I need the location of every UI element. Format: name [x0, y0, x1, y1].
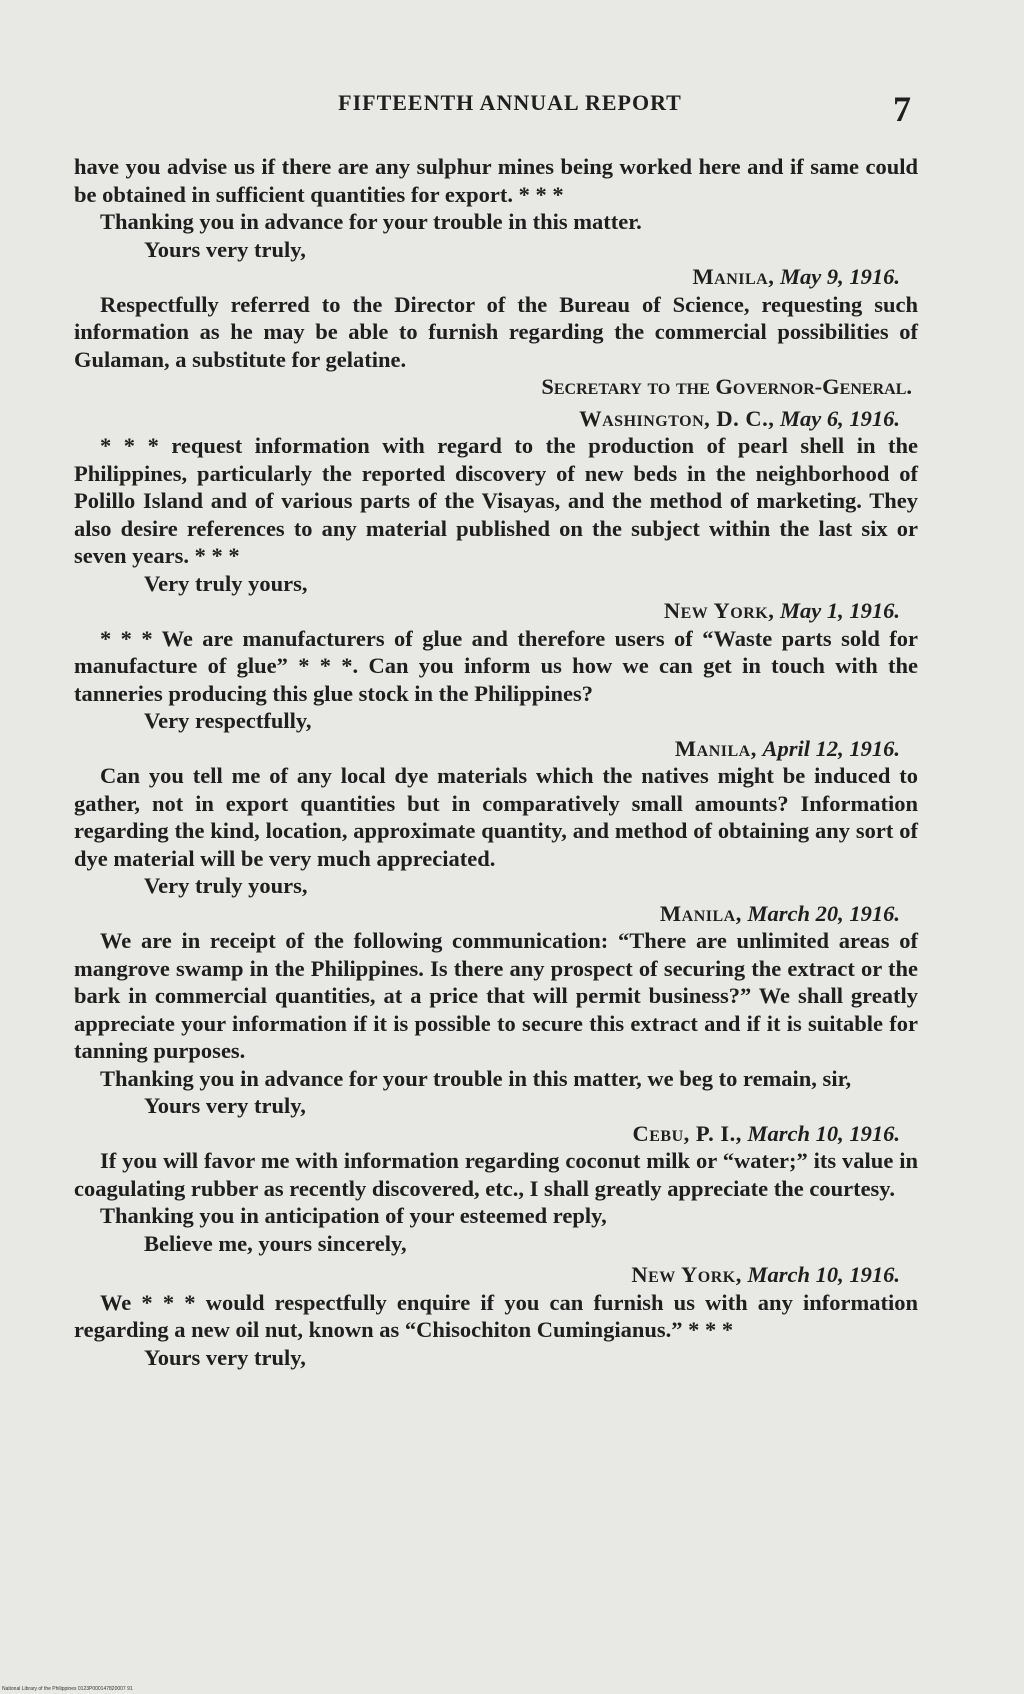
letter-dateline: [74, 1120, 918, 1148]
letter-dateline: [74, 263, 918, 291]
closing: Very truly yours,: [144, 570, 308, 596]
closing: Yours very truly,: [144, 1093, 306, 1118]
dateline-date: May 1, 1916.: [780, 598, 900, 623]
dateline-date: April 12, 1916.: [762, 735, 900, 761]
closing: Very truly yours,: [144, 873, 308, 898]
dateline-place: Manila,: [659, 900, 742, 926]
letter-dateline: [74, 405, 918, 433]
closing: Believe me, yours sincerely,: [144, 1230, 407, 1256]
dateline-date: March 20, 1916.: [747, 900, 900, 926]
dateline-date: May 6, 1916.: [780, 405, 900, 431]
paragraph: * * * request information with regard to the production of pearl shell in the Philippines, particularly the reported discovery of new beds in the neighborhood of Polillo Island and of various parts of the Visayas, and the method of marketing. They also desire references to any material published on the subject within the last six or seven years. * * *: [74, 433, 918, 568]
dateline-place: Manila,: [674, 735, 757, 761]
signature: Secretary to the Governor-General.: [541, 374, 912, 399]
paragraph: Respectfully referred to the Director of the Bureau of Science, requesting such information as he may be able to furnish regarding the commercial possibilities of Gulaman, a substitute for gelatine.: [74, 291, 918, 372]
dateline-date: May 9, 1916.: [780, 264, 900, 289]
paragraph: * * * We are manufacturers of glue and therefore users of “Waste parts sold for manufacture of glue” * * *. Can you inform us how we can get in touch with the tanneries producing this glue stock in the Philippines?: [74, 625, 918, 706]
paragraph: Thanking you in advance for your trouble in this matter, we beg to remain, sir,: [100, 1065, 852, 1091]
paragraph: We are in receipt of the following communication: “There are unlimited areas of mangrove swamp in the Philippines. Is there any prospect of securing the extract or the bark in commercial quantities, at a price that will permit business?” We shall greatly appreciate your information if it is possible to secure this extract and if it is suitable for tanning purposes.: [74, 928, 918, 1063]
letter-dateline: [74, 1261, 918, 1289]
paragraph: Thanking you in anticipation of your esteemed reply,: [100, 1203, 607, 1228]
letter-dateline: [74, 900, 918, 928]
letter-dateline: [74, 597, 918, 625]
dateline-place: New York,: [631, 1262, 742, 1287]
closing: Very respectfully,: [144, 708, 312, 733]
paragraph: Can you tell me of any local dye materials which the natives might be induced to gather, not in export quantities but in comparatively small amounts? Information regarding the kind, location, approximate quantity, and method of obtaining any sort of dye material will be very much appreciated.: [74, 763, 918, 871]
paragraph: Thanking you in advance for your trouble in this matter.: [100, 209, 642, 234]
dateline-date: March 10, 1916.: [747, 1262, 900, 1287]
dateline-place: New York,: [663, 598, 775, 623]
paragraph: If you will favor me with information regarding coconut milk or “water;” its value in coagulating rubber as recently discovered, etc., I shall greatly appreciate the courtesy.: [74, 1148, 918, 1201]
letter-dateline: [74, 735, 918, 763]
paragraph: We * * * would respectfully enquire if you can furnish us with any information regarding a new oil nut, known as “Chisochiton Cumingianus.” * * *: [74, 1289, 918, 1342]
dateline-place: Washington, D. C.,: [579, 405, 775, 431]
closing: Yours very truly,: [144, 236, 306, 262]
dateline-place: Cebu, P. I.,: [632, 1120, 742, 1146]
dateline-place: Manila,: [692, 264, 775, 289]
dateline-date: March 10, 1916.: [747, 1120, 900, 1146]
paragraph: have you advise us if there are any sulphur mines being worked here and if same could be obtained in sufficient quantities for export. * * *: [74, 154, 918, 207]
scan-footer-tag: National Library of the Philippines 0123P000147820007 91: [2, 1686, 133, 1692]
closing: Yours very truly,: [144, 1344, 306, 1370]
page-number: 7: [893, 89, 911, 129]
page-body: [74, 153, 918, 1371]
running-head: FIFTEENTH ANNUAL REPORT: [338, 90, 682, 115]
